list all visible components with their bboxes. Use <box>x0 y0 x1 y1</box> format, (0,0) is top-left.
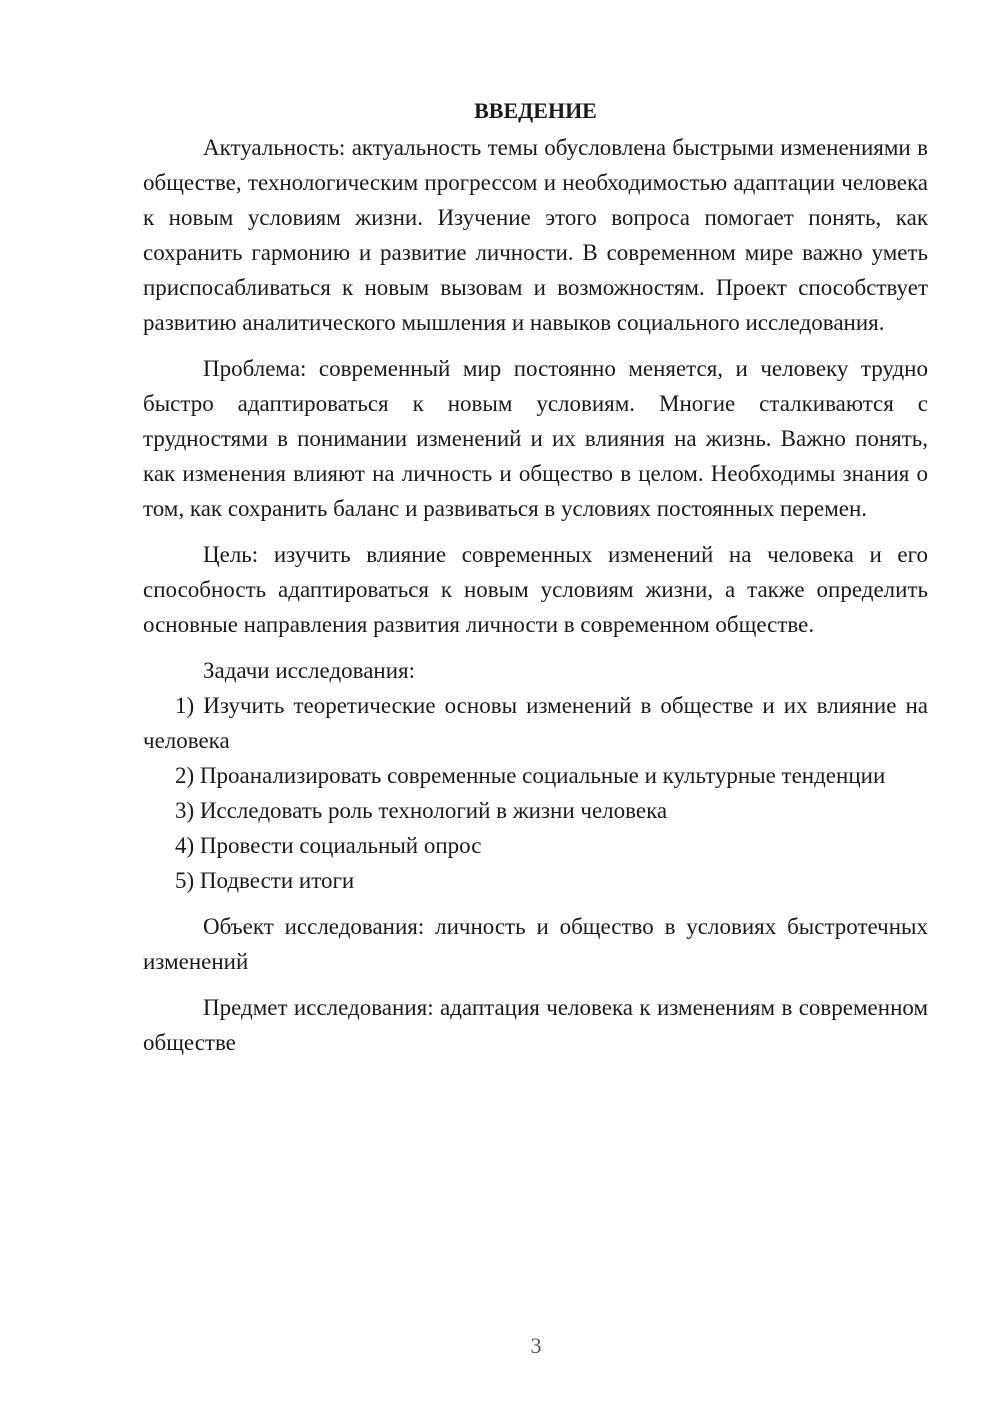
paragraph-goal: Цель: изучить влияние современных изменений на человека и его способность адаптироваться к новым условиям жизни, а также определить основные направления развития личности в современном обществе. <box>143 542 928 637</box>
page-number: 3 <box>530 1333 542 1358</box>
tasks-heading: Задачи исследования: <box>203 658 416 683</box>
section-title: ВВЕДЕНИЕ <box>474 98 597 123</box>
task-item-1: 1) Изучить теоретические основы изменений в обществе и их влияние на человека <box>143 693 928 753</box>
task-item-2: 2) Проанализировать современные социальные и культурные тенденции <box>175 763 886 788</box>
task-item-5: 5) Подвести итоги <box>175 868 355 893</box>
document-page <box>143 93 928 1060</box>
task-item-4: 4) Провести социальный опрос <box>175 833 482 858</box>
paragraph-problem: Проблема: современный мир постоянно меняется, и человеку трудно быстро адаптироваться к новым условиям. Многие сталкиваются с трудностями в понимании изменений и их влияния на жизнь. Важно понять, как изменения влияют на личность и общество в целом. Необходимы знания о том, как сохранить баланс и развиваться в условиях постоянных перемен. <box>143 356 928 521</box>
paragraph-object: Объект исследования: личность и общество в условиях быстротечных изменений <box>143 914 928 974</box>
task-item-3: 3) Исследовать роль технологий в жизни человека <box>175 798 668 823</box>
paragraph-relevance: Актуальность: актуальность темы обусловлена быстрыми изменениями в обществе, технологическим прогрессом и необходимостью адаптации человека к новым условиям жизни. Изучение этого вопроса помогает понять, как сохранить гармонию и развитие личности. В современном мире важно уметь приспосабливаться к новым вызовам и возможностям. Проект способствует развитию аналитического мышления и навыков социального исследования. <box>143 135 928 335</box>
paragraph-subject: Предмет исследования: адаптация человека к изменениям в современном обществе <box>143 995 928 1055</box>
